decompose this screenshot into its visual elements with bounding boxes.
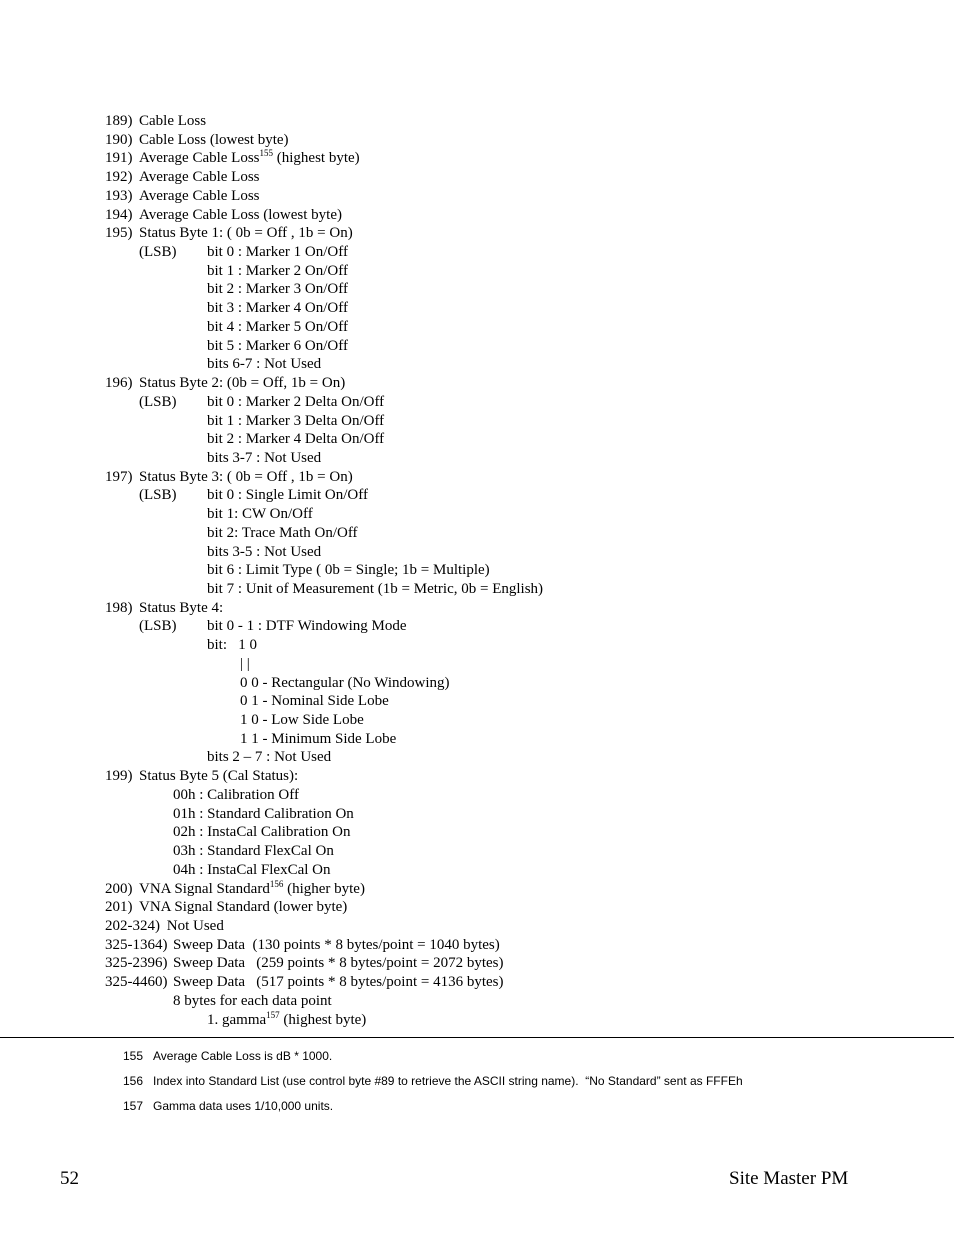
item-text-group — [207, 280, 348, 298]
item-text: bit 1 : Marker 3 Delta On/Off — [207, 412, 385, 429]
item-text-group — [207, 449, 321, 467]
footnote-text: Average Cable Loss is dB * 1000. — [153, 1049, 333, 1063]
item-text-group — [139, 468, 353, 486]
item-text: bit 0 : Single Limit On/Off — [207, 487, 368, 504]
footnote-number: 155 — [123, 1049, 144, 1063]
item-text: 01h : Standard Calibration On — [173, 805, 354, 822]
item-number: 193) — [105, 187, 133, 204]
item-text: bits 6-7 : Not Used — [207, 356, 322, 373]
item-text-group — [139, 206, 342, 224]
item-text: 8 bytes for each data point — [173, 992, 332, 1009]
item-text: 02h : InstaCal Calibration On — [173, 824, 351, 841]
item-number: 201) — [105, 899, 133, 916]
item-text: Average Cable Loss (lowest byte) — [139, 206, 342, 223]
item-text-group — [207, 505, 313, 523]
item-text: bit 3 : Marker 4 On/Off — [207, 300, 348, 317]
item-text-group — [139, 898, 347, 916]
footnote-reference: 157 — [266, 1009, 280, 1020]
item-number: 194) — [105, 206, 133, 223]
lsb-label: (LSB) — [139, 618, 177, 635]
item-number: 196) — [105, 375, 133, 392]
item-text-group — [207, 561, 490, 579]
item-text-group — [173, 861, 331, 879]
item-number: 190) — [105, 131, 133, 148]
item-text-group — [139, 187, 260, 205]
item-text-group — [207, 580, 543, 598]
item-number: 200) — [105, 880, 133, 897]
item-text-group — [173, 805, 354, 823]
item-text: bit 4 : Marker 5 On/Off — [207, 318, 348, 335]
item-number: 189) — [105, 113, 133, 129]
item-text: Not Used — [163, 917, 224, 934]
item-text: Sweep Data (130 points * 8 bytes/point = 1040 bytes) — [173, 936, 500, 953]
item-text-group — [207, 486, 368, 504]
item-text: 03h : Standard FlexCal On — [173, 843, 334, 860]
item-text-group — [207, 1011, 366, 1029]
item-text-group — [173, 973, 504, 991]
page-title: Site Master PM — [729, 1168, 849, 1189]
item-text: 0 0 - Rectangular (No Windowing) — [240, 674, 450, 691]
item-text-group — [207, 299, 348, 317]
item-number: 197) — [105, 468, 133, 485]
item-text-group — [207, 262, 348, 280]
item-text-group — [207, 393, 384, 411]
item-text: VNA Signal Standard (lower byte) — [139, 899, 348, 916]
footnote-reference: 156 — [269, 878, 284, 889]
item-text: bit 1: CW On/Off — [207, 506, 313, 523]
item-text-group — [139, 131, 289, 149]
page-number: 52 — [60, 1168, 79, 1189]
item-text: 04h : InstaCal FlexCal On — [173, 861, 331, 878]
item-text: 1. gamma — [207, 1011, 267, 1028]
item-number: 325-4460) — [105, 974, 168, 991]
item-text-group — [139, 880, 365, 898]
item-text: bit 5 : Marker 6 On/Off — [207, 337, 348, 354]
item-number: 199) — [105, 768, 133, 785]
item-text-group — [173, 936, 500, 954]
item-text: bit 2 : Marker 3 On/Off — [207, 281, 348, 298]
item-text: bit 6 : Limit Type ( 0b = Single; 1b = Multiple) — [207, 562, 490, 579]
item-text: | | — [240, 655, 250, 672]
item-text-suffix: (highest byte) — [273, 150, 360, 167]
item-text: Cable Loss (lowest byte) — [139, 131, 289, 148]
item-text: 1 1 - Minimum Side Lobe — [240, 730, 397, 747]
footnote-number: 157 — [123, 1099, 144, 1113]
item-text-group — [139, 374, 345, 392]
footnote-reference: 155 — [259, 148, 274, 159]
item-number: 202-324) — [105, 917, 160, 934]
item-text: 00h : Calibration Off — [173, 786, 299, 803]
item-text-group — [207, 748, 331, 766]
item-text: 0 1 - Nominal Side Lobe — [240, 693, 389, 710]
item-text: bits 3-5 : Not Used — [207, 543, 322, 560]
item-text: Average Cable Loss — [139, 150, 260, 167]
item-text-group — [207, 617, 407, 635]
item-text-suffix: (higher byte) — [283, 880, 365, 897]
footnote-separator — [0, 1037, 954, 1038]
item-text: bit 2: Trace Math On/Off — [207, 524, 358, 541]
item-text: Status Byte 1: ( 0b = Off , 1b = On) — [139, 225, 353, 242]
item-text-group — [173, 823, 350, 841]
item-text-group — [173, 992, 332, 1010]
lsb-label: (LSB) — [139, 244, 177, 261]
footnote-text: Index into Standard List (use control byte #89 to retrieve the ASCII string name). “No Standard” sent as FFFEh — [153, 1074, 743, 1088]
item-text-group — [207, 412, 384, 430]
item-text: bit 1 : Marker 2 On/Off — [207, 262, 348, 279]
item-text: VNA Signal Standard — [139, 880, 270, 897]
item-text-group — [240, 730, 396, 748]
footnote-number: 156 — [123, 1074, 144, 1088]
item-text-group — [207, 543, 321, 561]
item-text-group — [207, 430, 384, 448]
item-text: bit 0 : Marker 1 On/Off — [207, 244, 348, 261]
item-text: bit 2 : Marker 4 Delta On/Off — [207, 431, 385, 448]
item-text: 1 0 - Low Side Lobe — [240, 712, 364, 729]
item-text: bits 2 – 7 : Not Used — [207, 749, 332, 766]
item-text-group — [173, 842, 334, 860]
item-text-group — [207, 524, 358, 542]
item-text-group — [240, 655, 250, 673]
item-text: Sweep Data (517 points * 8 bytes/point = 4136 bytes) — [173, 974, 504, 991]
lsb-label: (LSB) — [139, 487, 177, 504]
item-text-group — [139, 149, 360, 167]
item-text-group — [163, 917, 224, 935]
item-text-group — [139, 112, 206, 130]
item-text-group — [139, 599, 223, 617]
item-number: 325-2396) — [105, 955, 168, 972]
footnote-text: Gamma data uses 1/10,000 units. — [153, 1099, 334, 1113]
item-text: Cable Loss — [139, 113, 207, 129]
item-text-group — [207, 318, 348, 336]
item-text-suffix: (highest byte) — [279, 1011, 367, 1028]
item-text: Average Cable Loss — [139, 187, 260, 204]
item-text: Average Cable Loss — [139, 169, 260, 186]
item-text-group — [139, 168, 260, 186]
item-text-group — [173, 786, 299, 804]
item-text: Status Byte 3: ( 0b = Off , 1b = On) — [139, 468, 353, 485]
item-text-group — [207, 243, 348, 261]
item-text: Status Byte 4: — [139, 599, 224, 616]
item-text-group — [139, 224, 353, 242]
item-text-group — [240, 711, 364, 729]
lsb-label: (LSB) — [139, 393, 177, 410]
item-text: Sweep Data (259 points * 8 bytes/point = 2072 bytes) — [173, 955, 504, 972]
item-number: 192) — [105, 169, 133, 186]
item-text-group — [207, 636, 257, 654]
item-number: 195) — [105, 225, 133, 242]
item-text: bits 3-7 : Not Used — [207, 449, 322, 466]
item-text: bit 0 - 1 : DTF Windowing Mode — [207, 618, 407, 635]
item-text: Status Byte 2: (0b = Off, 1b = On) — [139, 375, 346, 392]
item-text-group — [139, 767, 298, 785]
item-text: bit: 1 0 — [207, 637, 258, 654]
item-text-group — [240, 674, 450, 692]
item-text: bit 0 : Marker 2 Delta On/Off — [207, 393, 385, 410]
item-text: bit 7 : Unit of Measurement (1b = Metric, 0b = English) — [207, 581, 544, 597]
item-number: 198) — [105, 599, 133, 616]
item-number: 325-1364) — [105, 936, 168, 953]
item-text-group — [207, 337, 348, 355]
item-number: 191) — [105, 150, 133, 167]
item-text-group — [207, 355, 321, 373]
item-text-group — [173, 954, 504, 972]
item-text-group — [240, 692, 389, 710]
item-text: Status Byte 5 (Cal Status): — [139, 768, 299, 785]
